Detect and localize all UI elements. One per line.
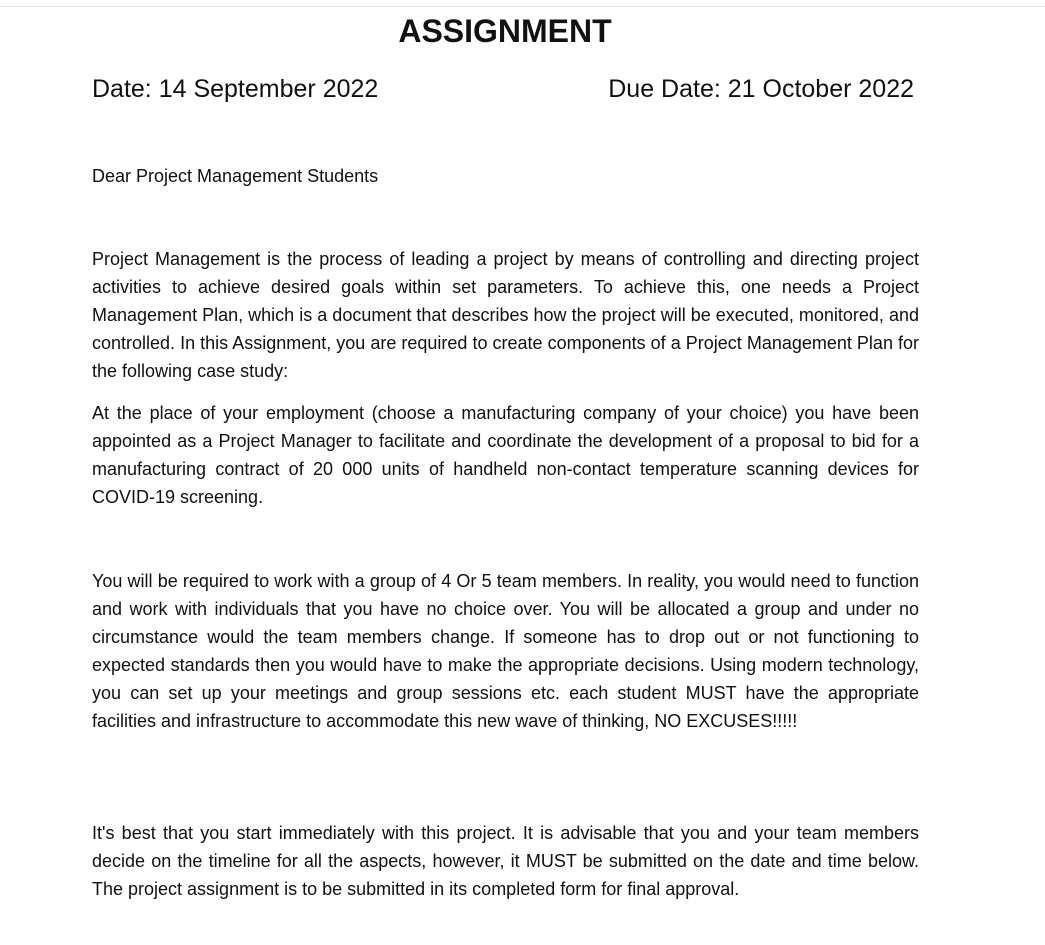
issue-date: Date: 14 September 2022 [92, 75, 379, 103]
paragraph-introduction: Project Management is the process of leading a project by means of controlling and directing project activities to achieve desired goals within set parameters. To achieve this, one needs a Project Management Plan, which is a document that describes how the project will be executed, monitored, and controlled. In this Assignment, you are required to create components of a Project Management Plan for the following case study: [92, 249, 919, 381]
paragraph-team-requirements: You will be required to work with a group of 4 Or 5 team members. In reality, you would need to function and work with individuals that you have no choice over. You will be allocated a group and under no circumstance would the team members change. If someone has to drop out or not functioning to expected standards then you would have to make the appropriate decisions. Using modern technology, you can set up your meetings and group sessions etc. each student MUST have the appropriate facilities and infrastructure to accommodate this new wave of thinking, NO EXCUSES!!!!! [92, 571, 919, 731]
salutation: Dear Project Management Students [92, 166, 379, 186]
document-title: ASSIGNMENT [398, 13, 612, 49]
paragraph-case-study: At the place of your employment (choose a manufacturing company of your choice) you have been appointed as a Project Manager to facilitate and coordinate the development of a proposal to bid for a manufacturing contract of 20 000 units of handheld non-contact temperature scanning devices for COVID-19 screening. [92, 403, 919, 507]
paragraph-submission-advice: It's best that you start immediately with this project. It is advisable that you and your team members decide on the timeline for all the aspects, however, it MUST be submitted on the date and time below. The project assignment is to be submitted in its completed form for final approval. [92, 823, 919, 899]
page-top-divider [0, 6, 1045, 7]
date-row [92, 72, 914, 106]
due-date: Due Date: 21 October 2022 [608, 75, 914, 103]
